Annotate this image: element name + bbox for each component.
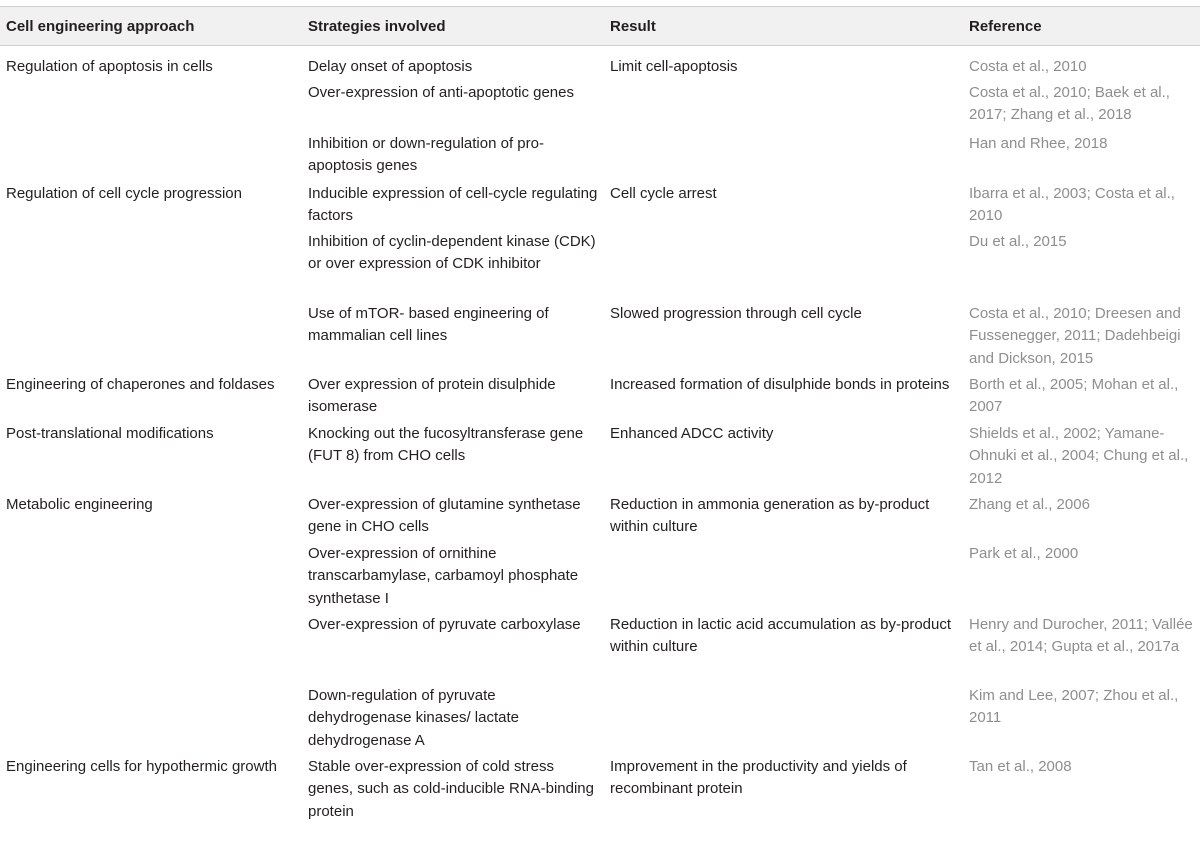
cell-reference: Ibarra et al., 2003; Costa et al., 2010 (969, 184, 1175, 224)
cell-result: Cell cycle arrest (610, 184, 717, 202)
cell-reference: Borth et al., 2005; Mohan et al., 2007 (969, 375, 1179, 415)
engineering-table (0, 6, 1200, 845)
cell-strategy: Over-expression of glutamine synthetase gene in CHO cells (308, 495, 581, 535)
cell-strategy: Over expression of protein disulphide isomerase (308, 375, 556, 415)
cell-approach: Regulation of apoptosis in cells (6, 58, 213, 75)
cell-approach: Metabolic engineering (6, 495, 153, 513)
header-result: Result (604, 7, 963, 46)
cell-approach (0, 684, 302, 755)
cell-reference: Shields et al., 2002; Yamane-Ohnuki et al., 2004; Chung et al., 2012 (969, 424, 1189, 487)
cell-result: Reduction in ammonia generation as by-product within culture (610, 495, 930, 535)
cell-approach (0, 302, 302, 373)
cell-strategy: Delay onset of apoptosis (308, 58, 473, 75)
cell-result: Enhanced ADCC activity (610, 424, 774, 442)
header-reference: Reference (963, 7, 1200, 46)
cell-result (604, 81, 963, 132)
cell-strategy: Over-expression of anti-apoptotic genes (308, 83, 574, 101)
cell-reference: Park et al., 2000 (969, 544, 1079, 562)
cell-approach (0, 542, 302, 613)
header-approach: Cell engineering approach (0, 7, 302, 46)
cell-reference: Henry and Durocher, 2011; Vallée et al., 2014; Gupta et al., 2017a (969, 615, 1193, 655)
cell-reference: Costa et al., 2010; Dreesen and Fussenegger, 2011; Dadehbeigi and Dickson, 2015 (969, 304, 1181, 367)
table-row (0, 132, 1200, 182)
cell-strategy: Inhibition or down-regulation of pro-apoptosis genes (308, 134, 544, 174)
cell-approach: Regulation of cell cycle progression (6, 184, 242, 202)
cell-result: Slowed progression through cell cycle (610, 304, 862, 322)
table-row (0, 542, 1200, 613)
cell-reference: Tan et al., 2008 (969, 757, 1072, 775)
table-row (0, 422, 1200, 493)
table-row (0, 46, 1200, 81)
table-row (0, 230, 1200, 302)
cell-approach: Engineering cells for hypothermic growth (6, 757, 277, 775)
cell-strategy: Stable over-expression of cold stress genes, such as cold-inducible RNA-binding protein (308, 757, 594, 820)
cell-strategy: Over-expression of ornithine transcarbamylase, carbamoyl phosphate synthetase I (308, 544, 579, 607)
cell-result: Reduction in lactic acid accumulation as by-product within culture (610, 615, 952, 655)
cell-result: Increased formation of disulphide bonds in proteins (610, 375, 950, 393)
header-strategies: Strategies involved (302, 7, 604, 46)
cell-reference: Kim and Lee, 2007; Zhou et al., 2011 (969, 686, 1179, 726)
cell-result (604, 230, 963, 302)
cell-strategy: Inhibition of cyclin-dependent kinase (CDK) or over expression of CDK inhibitor (308, 232, 596, 272)
table-row (0, 302, 1200, 373)
header-row (0, 7, 1200, 46)
cell-strategy: Inducible expression of cell-cycle regulating factors (308, 184, 598, 224)
cell-reference: Costa et al., 2010 (969, 58, 1087, 75)
table-row (0, 684, 1200, 755)
table-row (0, 182, 1200, 230)
cell-approach (0, 613, 302, 684)
cell-result: Improvement in the productivity and yields of recombinant protein (610, 757, 907, 797)
cell-strategy: Down-regulation of pyruvate dehydrogenase kinases/ lactate dehydrogenase A (308, 686, 519, 749)
cell-approach (0, 81, 302, 132)
cell-approach: Engineering of chaperones and foldases (6, 375, 275, 393)
table-row (0, 373, 1200, 422)
cell-approach (0, 132, 302, 182)
table-body (0, 46, 1200, 845)
cell-strategy: Over-expression of pyruvate carboxylase (308, 615, 581, 633)
table-row (0, 755, 1200, 845)
cell-reference: Du et al., 2015 (969, 232, 1067, 250)
cell-reference: Costa et al., 2010; Baek et al., 2017; Zhang et al., 2018 (969, 83, 1170, 123)
table-row (0, 493, 1200, 542)
cell-result (604, 684, 963, 755)
table-header (0, 7, 1200, 46)
cell-result: Limit cell-apoptosis (610, 58, 738, 75)
cell-reference: Han and Rhee, 2018 (969, 134, 1108, 152)
cell-approach (0, 230, 302, 302)
cell-approach: Post-translational modifications (6, 424, 214, 442)
cell-strategy: Use of mTOR- based engineering of mammalian cell lines (308, 304, 549, 344)
table-row (0, 81, 1200, 132)
cell-reference: Zhang et al., 2006 (969, 495, 1090, 513)
cell-strategy: Knocking out the fucosyltransferase gene (FUT 8) from CHO cells (308, 424, 584, 464)
table-row (0, 613, 1200, 684)
cell-result (604, 542, 963, 613)
cell-result (604, 132, 963, 182)
